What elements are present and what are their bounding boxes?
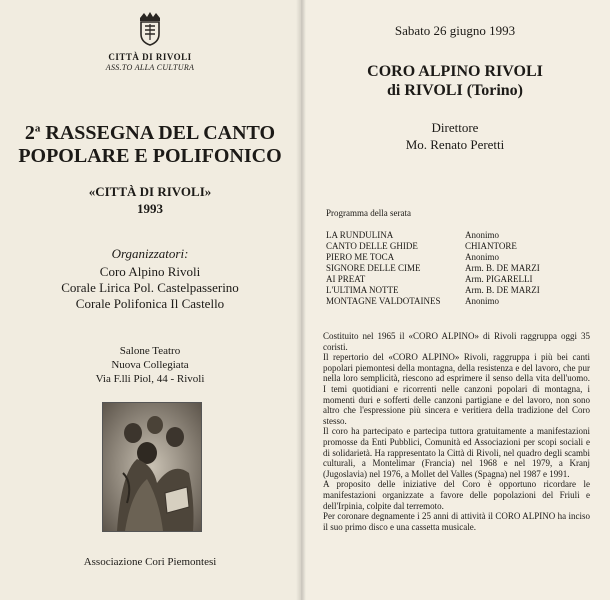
song-author: Anonimo bbox=[465, 230, 500, 240]
song-title: MONTAGNE VALDOTAINES bbox=[326, 296, 441, 306]
choir-description bbox=[323, 331, 590, 532]
organizers-heading: Organizzatori: bbox=[111, 246, 189, 261]
venue-line: Nuova Collegiata bbox=[111, 359, 189, 371]
department-name: ASS.TO ALLA CULTURA bbox=[105, 63, 195, 72]
director-name: Mo. Renato Peretti bbox=[405, 137, 505, 152]
song-author: Anonimo bbox=[465, 296, 500, 306]
description-paragraph: Il coro ha partecipato e partecipa tuttora gratuitamente a manifestazioni promosse da Enti Pubblici, Comunità ed Associazioni per scopi sociali e di solidarietà. Ha rappresentato la Città di Rivoli, nel quadro degli scambi culturali, a Montelimar (Francia) nel 1968 e nel 1979, a Kranj (Jugoslavia) nel 1976, a Mollet del Valles (Spagna) nel 1987 e 1991. bbox=[323, 426, 590, 479]
choir-location: di RIVOLI (Torino) bbox=[386, 82, 523, 99]
event-subtitle: «CITTÀ DI RIVOLI» bbox=[88, 184, 212, 199]
association-name: Associazione Cori Piemontesi bbox=[83, 556, 217, 568]
description-paragraph: A proposito delle iniziative del Coro è opportuno ricordare le manifestazioni organizzate a favore delle popolazioni del Friuli e dell'Irpinia, colpite dal terremoto. bbox=[323, 479, 590, 511]
event-year: 1993 bbox=[137, 201, 163, 216]
venue-line: Salone Teatro bbox=[119, 345, 181, 357]
organizer-item: Corale Lirica Pol. Castelpasserino bbox=[61, 280, 239, 295]
song-author: CHIANTORE bbox=[465, 241, 517, 251]
event-title-line1: 2$^a$ RASSEGNA DEL CANTO bbox=[24, 122, 276, 144]
city-crest-icon bbox=[136, 10, 164, 46]
choir-name: CORO ALPINO RIVOLI bbox=[367, 63, 543, 80]
song-author: Arm. PIGARELLI bbox=[465, 274, 533, 284]
choir-statue-photo bbox=[102, 402, 202, 532]
program-heading: Programma della serata bbox=[326, 208, 411, 218]
director-label: Direttore bbox=[431, 120, 479, 135]
song-title: AI PREAT bbox=[326, 274, 366, 284]
event-title-line2: POPOLARE E POLIFONICO bbox=[18, 145, 282, 167]
organizer-item: Corale Polifonica Il Castello bbox=[75, 296, 225, 311]
city-name: CITTÀ DI RIVOLI bbox=[108, 52, 192, 62]
description-paragraph: Costituito nel 1965 il «CORO ALPINO» di Rivoli raggruppa oggi 35 coristi. bbox=[323, 331, 590, 352]
organizer-item: Coro Alpino Rivoli bbox=[99, 264, 201, 279]
song-title: LA RUNDULINA bbox=[326, 230, 394, 240]
description-paragraph: Il repertorio del «CORO ALPINO» Rivoli, raggruppa i più bei canti popolari piemontesi della montagna, della resistenza e del lavoro, che pur nella loro semplicità, riescono ad esprimere il senso della vita dell'uomo. I temi quotidiani e ricorrenti nelle canzoni popolari di montagna, i momenti duri e sofferti delle canzoni partigiane e del lavoro, non sono altro che l'espressione più sincera e veritiera della tradizione del Coro stesso. bbox=[323, 352, 590, 426]
song-title: L'ULTIMA NOTTE bbox=[326, 285, 399, 295]
concert-date: Sabato 26 giugno 1993 bbox=[394, 23, 516, 38]
song-author: Arm. B. DE MARZI bbox=[465, 285, 540, 295]
description-paragraph: Per coronare degnamente i 25 anni di attività il CORO ALPINO ha inciso il suo primo disco e una cassetta musicale. bbox=[323, 511, 590, 532]
song-author: Anonimo bbox=[465, 252, 500, 262]
song-title: CANTO DELLE GHIDE bbox=[326, 241, 418, 251]
venue-line: Via F.lli Piol, 44 - Rivoli bbox=[95, 373, 205, 385]
song-title: SIGNORE DELLE CIME bbox=[326, 263, 421, 273]
song-author: Arm. B. DE MARZI bbox=[465, 263, 540, 273]
song-title: PIERO ME TOCA bbox=[326, 252, 395, 262]
